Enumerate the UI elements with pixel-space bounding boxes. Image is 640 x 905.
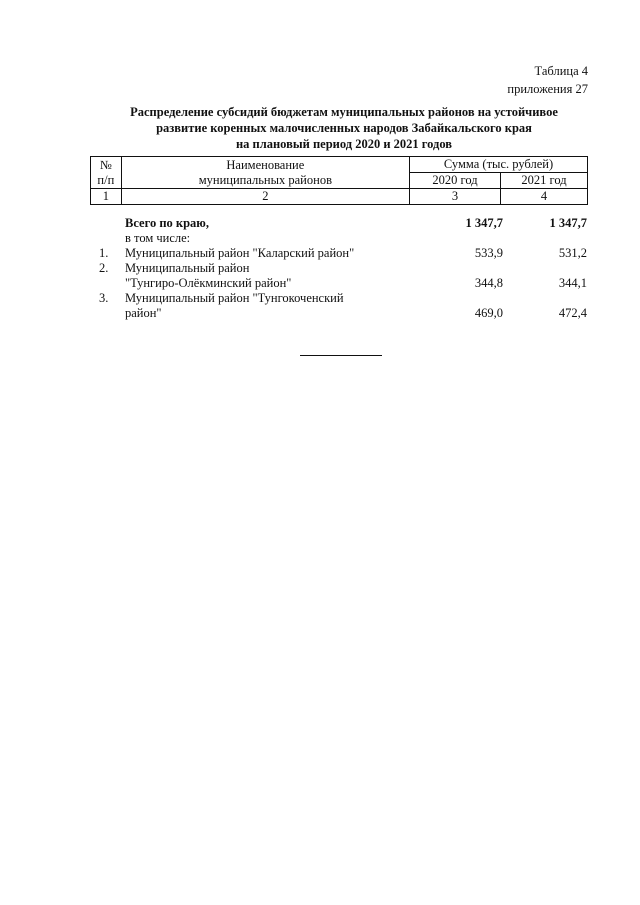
- row-number: 1.: [99, 246, 109, 260]
- header-year-2020: 2020 год: [410, 173, 501, 189]
- column-index-4: 4: [501, 189, 588, 205]
- column-index-1: 1: [91, 189, 122, 205]
- table-row-including: [90, 231, 588, 246]
- total-2020: 1 347,7: [465, 216, 503, 230]
- district-name-line-1: Муниципальный район "Тунгокоченский: [125, 291, 344, 305]
- table-row: [90, 291, 588, 321]
- header-num-abbr: п/п: [97, 172, 115, 187]
- including-label: в том числе:: [125, 231, 191, 245]
- value-2020: 469,0: [474, 306, 503, 320]
- district-name-line-2: район": [125, 306, 162, 320]
- document-title: [60, 104, 628, 152]
- header-num-sign: №: [99, 157, 112, 172]
- column-index-2: 2: [121, 189, 409, 205]
- total-2021: 1 347,7: [549, 216, 587, 230]
- value-2021: 344,1: [558, 276, 587, 290]
- row-number: 2.: [99, 261, 109, 275]
- header-name-cell: [121, 157, 409, 189]
- header-name-line-1: Наименование: [226, 157, 305, 172]
- district-name: [123, 291, 407, 321]
- table-body: [90, 216, 588, 321]
- district-name-line-1: Муниципальный район: [125, 261, 250, 275]
- column-index-3: 3: [410, 189, 501, 205]
- value-2021: 472,4: [558, 306, 587, 320]
- value-2021: 531,2: [558, 246, 587, 260]
- appendix-number: приложения 27: [507, 82, 588, 96]
- total-label: Всего по краю,: [125, 216, 209, 230]
- title-line-2: развитие коренных малочисленных народов Забайкальского края: [156, 121, 532, 135]
- district-name: Муниципальный район "Каларский район": [125, 246, 355, 260]
- district-name: [123, 261, 407, 291]
- table-row: [90, 246, 588, 261]
- header-name-line-2: муниципальных районов: [198, 172, 332, 187]
- header-sum-cell: Сумма (тыс. рублей): [410, 157, 588, 173]
- header-year-2021: 2021 год: [501, 173, 588, 189]
- table-header: [90, 156, 588, 205]
- table-reference: [507, 62, 588, 98]
- table-row: [90, 261, 588, 291]
- table-row-total: [90, 216, 588, 231]
- row-number: 3.: [99, 291, 109, 305]
- header-num-cell: [91, 157, 122, 189]
- end-of-table-rule: [300, 355, 382, 356]
- district-name-line-2: "Тунгиро-Олёкминский район": [125, 276, 292, 290]
- title-line-1: Распределение субсидий бюджетам муниципальных районов на устойчивое: [130, 105, 558, 119]
- title-line-3: на плановый период 2020 и 2021 годов: [235, 137, 453, 151]
- value-2020: 344,8: [474, 276, 503, 290]
- value-2020: 533,9: [474, 246, 503, 260]
- table-number: Таблица 4: [534, 64, 588, 78]
